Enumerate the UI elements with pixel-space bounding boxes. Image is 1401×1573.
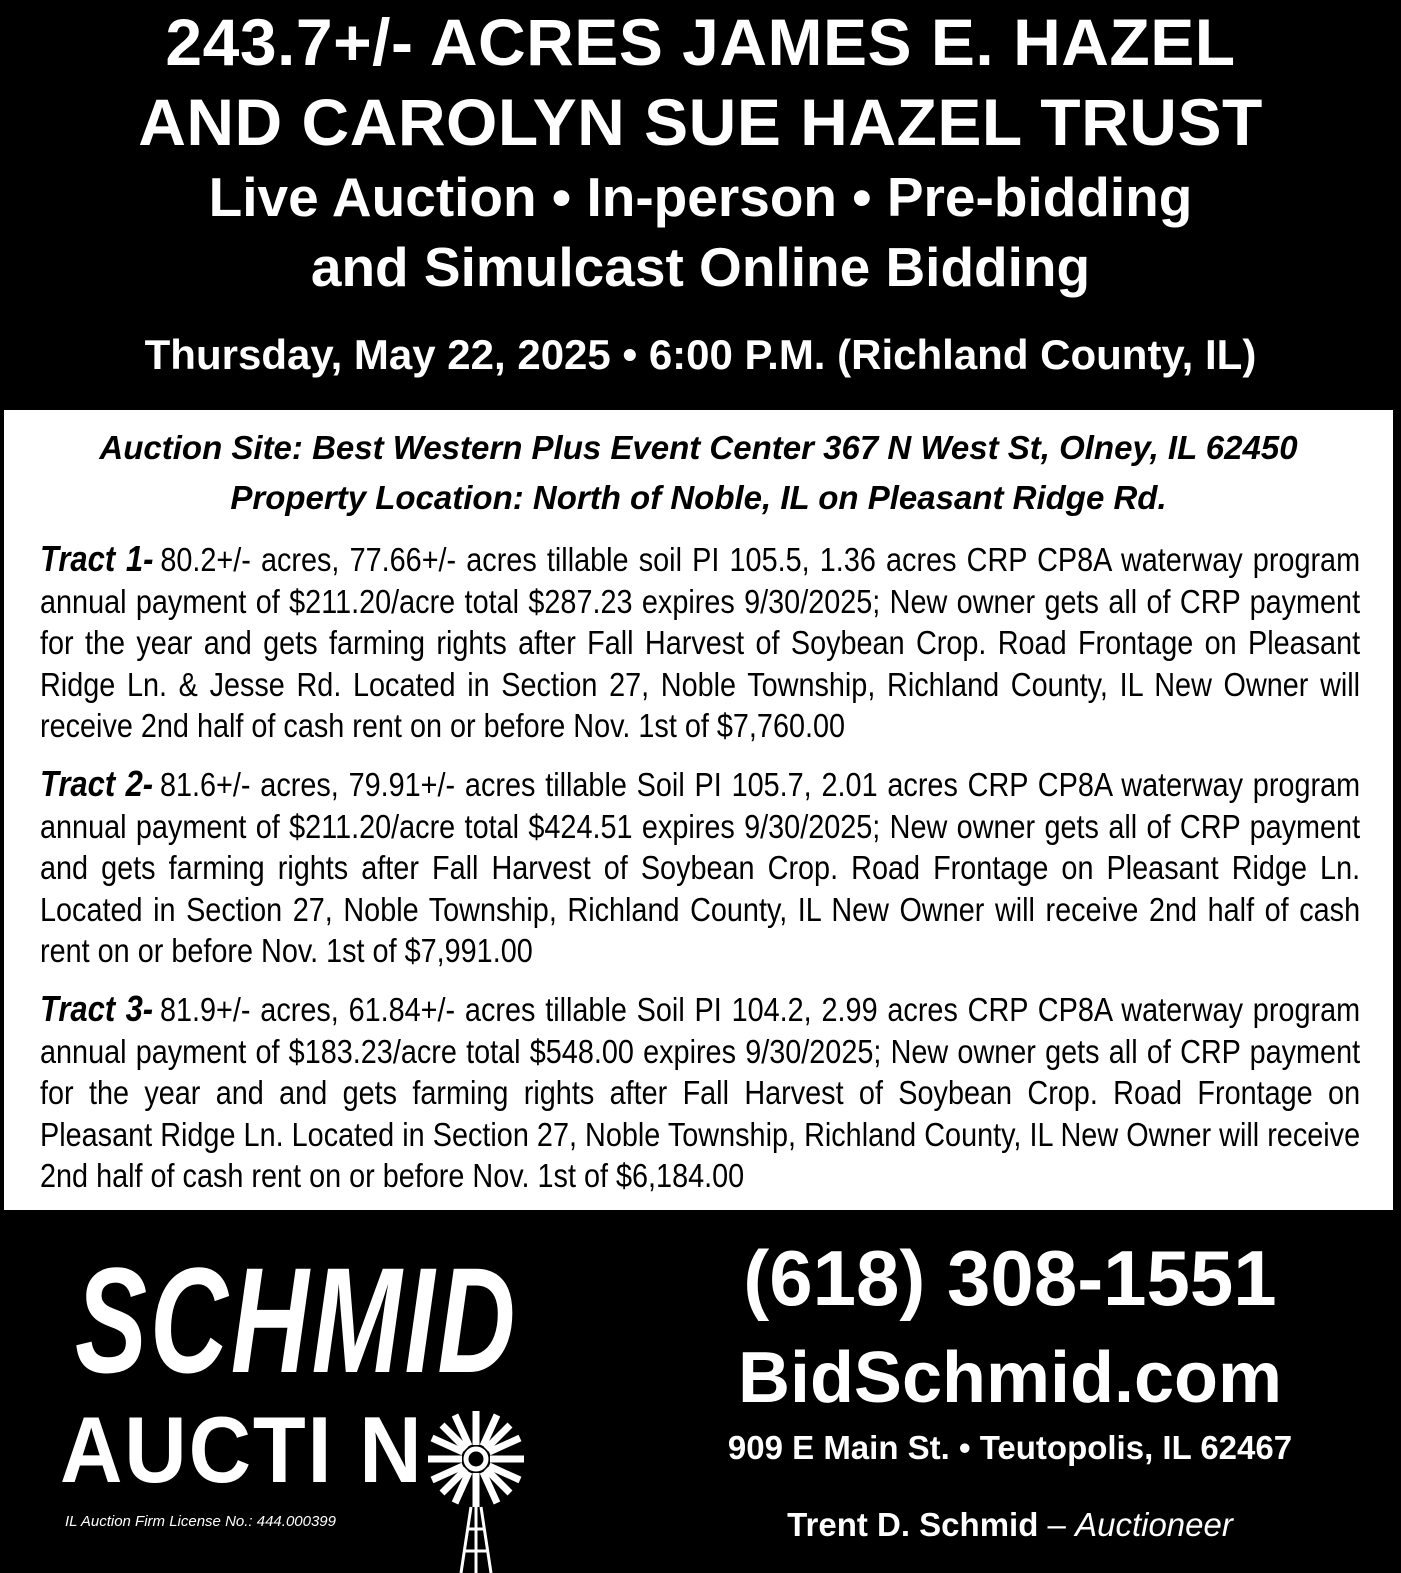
tract-label: Tract 2- [40, 763, 154, 804]
office-address: 909 E Main St. • Teutopolis, IL 62467 [727, 1429, 1293, 1466]
property-location: Property Location: North of Noble, IL on Pleasant Ridge Rd. [230, 479, 1167, 516]
tract-text: 81.9+/- acres, 61.84+/- acres tillable Soil PI 104.2, 2.99 acres CRP CP8A waterway program annual payment of $183.23/acre total $548.00 expires 9/30/2025; New owner gets all of CRP payment for the year and and gets farming rights after Fall Harvest of Soybean Crop. Road Frontage on Pleasant Ridge Ln. Located in Section 27, Noble Township, Richland County, IL New Owner will receive 2nd half of cash rent on or before Nov. 1st of $6,184.00 [40, 992, 1361, 1195]
tract-2 [40, 763, 1360, 973]
header-banner [0, 0, 1401, 410]
title-line-1: 243.7+/- ACRES JAMES E. HAZEL [165, 5, 1236, 79]
auctioneer-name: Trent D. Schmid [787, 1506, 1039, 1543]
auctioneer-role: Auctioneer [1075, 1506, 1233, 1543]
website-link[interactable]: BidSchmid.com [737, 1338, 1283, 1418]
license-number: IL Auction Firm License No.: 444.000399 [65, 1513, 336, 1530]
tract-label: Tract 3- [40, 988, 154, 1029]
auctioneer-credit [640, 1505, 1380, 1545]
auction-date: Thursday, May 22, 2025 • 6:00 P.M. (Richland County, IL) [144, 331, 1257, 378]
tract-text: 80.2+/- acres, 77.66+/- acres tillable soil PI 105.5, 1.36 acres CRP CP8A waterway program annual payment of $211.20/acre total $287.23 expires 9/30/2025; New owner gets all of CRP payment for the year and gets farming rights after Fall Harvest of Soybean Crop. Road Frontage on Pleasant Ridge Ln. & Jesse Rd. Located in Section 27, Noble Township, Richland County, IL New Owner will receive 2nd half of cash rent on or before Nov. 1st of $7,760.00 [40, 542, 1361, 745]
tract-3 [40, 988, 1360, 1198]
details-panel [4, 410, 1393, 1210]
auction-site: Auction Site: Best Western Plus Event Center 367 N West St, Olney, IL 62450 [99, 429, 1298, 466]
tract-text: 81.6+/- acres, 79.91+/- acres tillable Soil PI 105.7, 2.01 acres CRP CP8A waterway program annual payment of $211.20/acre total $424.51 expires 9/30/2025; New owner gets all of CRP payment and gets farming rights after Fall Harvest of Soybean Crop. Road Frontage on Pleasant Ridge Ln. Located in Section 27, Noble Township, Richland County, IL New Owner will receive 2nd half of cash rent on or before Nov. 1st of $7,991.00 [40, 767, 1361, 970]
logo-word-schmid: SCHMID [75, 1236, 519, 1404]
tract-label: Tract 1- [40, 538, 154, 579]
windmill-icon [423, 1405, 529, 1573]
auctioneer-dash: – [1038, 1506, 1076, 1543]
logo-word-auction: AUCTI N [60, 1397, 424, 1502]
subtitle-line-1: Live Auction • In-person • Pre-bidding [208, 166, 1193, 228]
subtitle-line-2: and Simulcast Online Bidding [310, 236, 1091, 298]
tract-1 [40, 538, 1360, 748]
title-line-2: AND CAROLYN SUE HAZEL TRUST [138, 85, 1263, 159]
schmid-auction-logo [55, 1236, 595, 1573]
phone-number[interactable]: (618) 308-1551 [743, 1234, 1277, 1322]
